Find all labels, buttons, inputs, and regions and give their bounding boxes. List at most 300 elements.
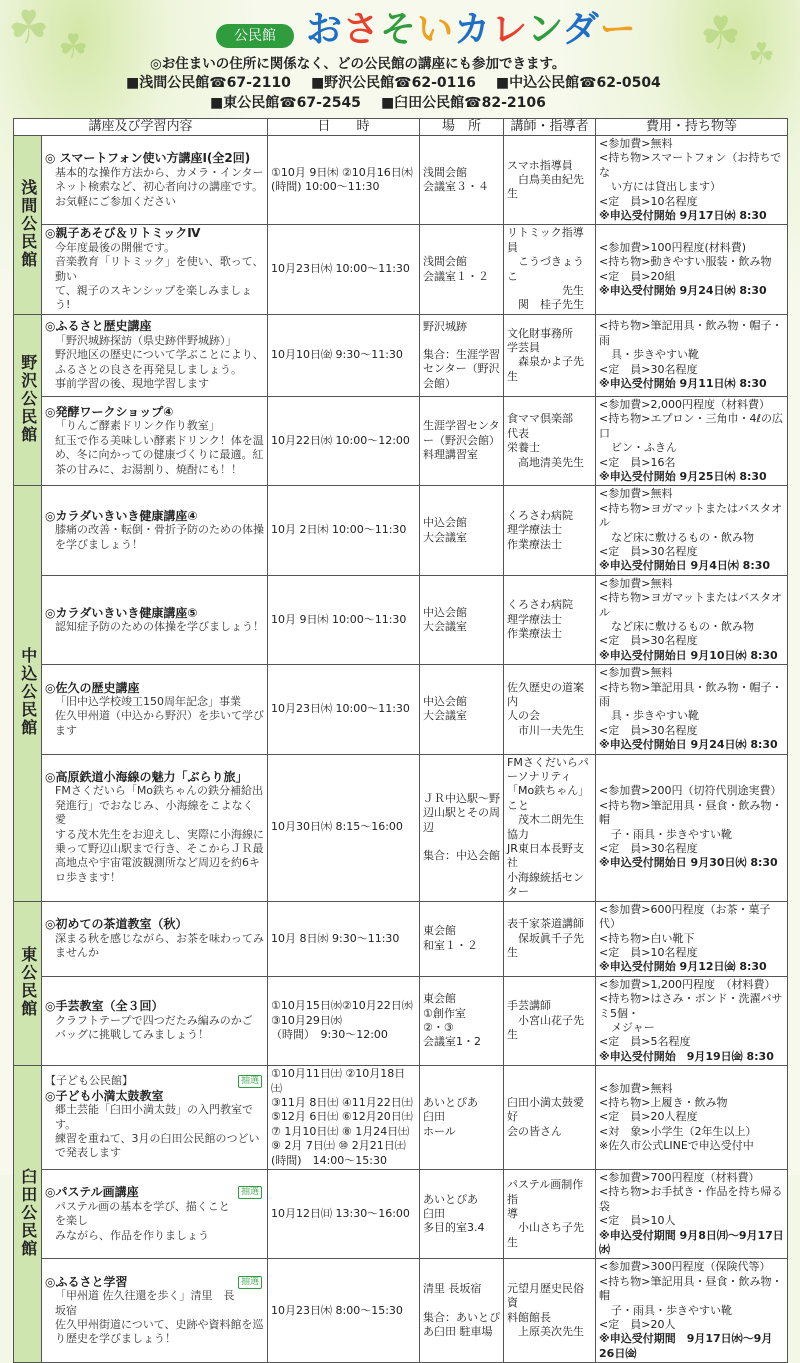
date-line: 10月12日㈰ 13:30～16:00 (271, 1207, 410, 1221)
fee-line: <持ち物>ヨガマットまたはバスタオル (599, 501, 783, 530)
fee-line: <定 員>20人 (599, 1318, 676, 1332)
course-description: クラフトテープで四つだたみ編みのかご (55, 1013, 253, 1027)
instructor-line: 臼田小満太鼓愛好 (507, 1095, 585, 1124)
table-row (14, 665, 788, 754)
place-cell (420, 901, 504, 976)
course-table-body (14, 136, 788, 1363)
fee-line: <持ち物>動きやすい服装・飲み物 (599, 255, 772, 269)
fee-line: <持ち物>白い靴下 (599, 931, 695, 945)
fee-line: <対 象>小学生（2年生以上） (599, 1124, 757, 1138)
course-description: 基本的な操作方法から、カメラ・インター (55, 165, 264, 179)
instructor-line: 協力 (507, 827, 530, 841)
course-title: ◎ スマートフォン使い方講座Ⅰ(全2回) (45, 151, 251, 166)
fee-line: <定 員>10名程度 (599, 194, 698, 208)
course-description: ネット検索など、初心者向けの講座です。 (55, 180, 264, 194)
course-title: ◎発酵ワークショップ④ (45, 405, 174, 420)
course-description: 「りんご酵素ドリンク作り教室」 (55, 419, 220, 433)
place-line: 辺山駅とその周 (423, 806, 501, 820)
application-deadline: ※申込受付開始日 9月30日㈫ 8:30 (599, 856, 778, 870)
instructor-line: スマホ指導員 (507, 158, 573, 172)
course-description: 茶の甘みに、お湯割り、焼酎にも！！ (55, 462, 242, 476)
fee-cell (596, 396, 788, 485)
course-description: 事前学習の後、現地学習します (55, 376, 209, 390)
place-line: 会議室３・４ (423, 180, 490, 194)
place-cell (420, 1170, 504, 1259)
place-line: 野沢城跡 (423, 319, 468, 333)
contacts-line-2 (210, 92, 566, 112)
course-description: ます (55, 723, 77, 737)
place-line: ①創作室 (423, 1006, 466, 1020)
course-description: お気軽にご参加ください (55, 194, 176, 208)
contact-number: ■野沢公民館☎62-0116 (310, 75, 476, 91)
place-line: 多目的室3.4 (423, 1221, 485, 1235)
application-deadline: ※申込受付開始日 9月10日㈬ 8:30 (599, 648, 778, 662)
table-row (14, 136, 788, 225)
course-title: ◎カラダいきいき健康講座⑤ (45, 605, 198, 620)
contact-number: ■浅間公民館☎67-2110 (126, 75, 291, 91)
place-line: 臼田 (423, 1110, 446, 1124)
instructor-cell (504, 314, 596, 396)
title-char: レ (491, 9, 528, 50)
table-row (14, 1066, 788, 1170)
section-name: 東公民館 (18, 946, 38, 1019)
fee-line: メジャー (611, 1020, 655, 1034)
date-cell (268, 754, 420, 901)
place-line: 集合：あいとぴ (423, 1310, 501, 1324)
place-line: 東会館 (423, 924, 457, 938)
course-description: 発進行」でおなじみ、小海線をこよなく愛 (55, 798, 254, 827)
instructor-line: 栄養士 (507, 441, 541, 455)
header-instructor: 講師・指導者 (504, 119, 596, 136)
fee-line: <参加費>無料 (599, 1081, 673, 1095)
place-line: 大会議室 (423, 709, 468, 723)
course-description: 乗って野辺山駅まで行き、そこからＪＲ最 (55, 842, 264, 856)
place-line: 集合：中込会館 (423, 849, 501, 863)
fee-line: <定 員>30名程度 (599, 544, 698, 558)
fee-cell (596, 1170, 788, 1259)
kominkan-badge: 公民館 (216, 24, 294, 48)
fee-line: <定 員>16名 (599, 455, 676, 469)
course-description: り歴史を学びましょう！ (55, 1332, 176, 1346)
title-char: ー (599, 9, 637, 50)
header-fee: 費用・持ち物等 (596, 119, 788, 136)
table-row (14, 225, 788, 314)
section-name: 浅間公民館 (18, 178, 38, 269)
fee-line: <持ち物>はさみ・ボンド・洗濯バサミ5個・ (599, 992, 783, 1020)
course-description: 膝痛の改善・転倒・骨折予防のための体操 (55, 523, 264, 537)
table-row (14, 976, 788, 1065)
place-cell (420, 396, 504, 485)
instructor-line: 佐久歴史の道案内 (507, 680, 585, 708)
instructor-cell (504, 665, 596, 754)
course-description: 練習を重ねて、3月の臼田公民館のつどい (55, 1131, 260, 1145)
fee-line: ※佐久市公式LINEで申込受付中 (599, 1139, 754, 1153)
fee-line: <持ち物>筆記用具・昼食・飲み物・帽 (599, 1274, 783, 1303)
date-line: ⑦ 1月10日㈯ ⑧ 1月24日㈯ (271, 1124, 410, 1138)
fee-line: <定 員>10人 (599, 1214, 676, 1228)
instructor-line: リトミック指導員 (507, 226, 584, 254)
place-line: 集合：生涯学習 (423, 347, 501, 361)
instructor-line: 関 桂子先生 (507, 298, 585, 312)
date-line: ①10月 9日㈭ ②10月16日㈭ (271, 165, 413, 179)
title-char: そ (380, 9, 418, 50)
table-row (14, 754, 788, 901)
place-line: 中込会館 (423, 516, 468, 530)
lottery-tag: 抽選 (238, 1075, 262, 1088)
title-char: ダ (562, 9, 600, 50)
place-cell (420, 754, 504, 901)
place-line: 辺 (423, 820, 435, 834)
fee-line: 具・歩きやすい靴 (611, 348, 700, 362)
fee-line: <参加費>2,000円程度（材料費） (599, 397, 770, 411)
date-cell (268, 976, 420, 1065)
fee-line: 子・雨具・歩きやすい靴 (611, 1303, 733, 1317)
fee-cell (596, 976, 788, 1065)
application-deadline: ※申込受付期間 9月17日㈬～9月26日㈮ (599, 1332, 773, 1360)
fee-cell (596, 665, 788, 754)
course-description: め、冬に向かっての健康づくりに最適。紅 (55, 448, 264, 462)
date-line: ⑤12月 6日㈯ ⑥12月20日㈯ (271, 1110, 413, 1124)
table-row (14, 314, 788, 396)
date-cell (268, 1066, 420, 1170)
contact-number: ■東公民館☎67-2545 (210, 95, 361, 111)
fee-line: <定 員>10名程度 (599, 945, 698, 959)
course-title: ◎親子あそび＆リトミックⅣ (45, 226, 201, 241)
instructor-line: 人の会 (507, 709, 541, 723)
fee-line: <定 員>20組 (599, 269, 676, 283)
course-description: ませんか (55, 945, 99, 959)
instructor-cell (504, 136, 596, 225)
place-line: 浅間会館 (423, 165, 468, 179)
date-cell (268, 901, 420, 976)
clover-decoration: ☘ (748, 37, 775, 72)
fee-line: 具・歩きやすい靴 (611, 709, 700, 723)
instructor-line: 理学療法士 (507, 612, 563, 626)
course-title: ◎カラダいきいき健康講座④ (45, 508, 198, 523)
course-description: バッグに挑戦してみましょう！ (55, 1028, 209, 1042)
place-line: 浅間会館 (423, 255, 468, 269)
place-line: 臼田 (423, 1207, 446, 1221)
instructor-cell (504, 1170, 596, 1259)
date-line: 10月 9日㈭ 10:00～11:30 (271, 612, 407, 626)
course-table (13, 118, 788, 1363)
fee-line: 子・雨具・歩きやすい靴 (611, 827, 733, 841)
application-deadline: ※申込受付開始 9月17日㈬ 8:30 (599, 209, 767, 223)
instructor-line: FMさくだいらパ (507, 755, 589, 769)
course-cell (42, 1170, 268, 1259)
fee-line: <参加費>無料 (599, 487, 673, 501)
instructor-line: 料館館長 (507, 1310, 552, 1324)
course-cell (42, 976, 268, 1065)
clover-decoration: ☘ (8, 0, 50, 54)
fee-line: <定 員>30名程度 (599, 723, 698, 737)
instructor-line: 文化財事務所 (507, 326, 574, 340)
course-description: 高地点や宇宙電波観測所など周辺を約6キ (55, 856, 260, 870)
section-label (14, 1066, 42, 1363)
date-line: 10月23日㈭ 10:00～11:30 (271, 702, 410, 716)
place-line (423, 334, 500, 348)
instructor-line: 上原美次先生 (507, 1325, 585, 1339)
fee-cell (596, 901, 788, 976)
table-row (14, 901, 788, 976)
instructor-line: 「Mo鉄ちゃん」こと (507, 784, 590, 812)
place-line: ー（野沢会館） (423, 433, 501, 447)
lottery-tag: 抽選 (238, 1276, 262, 1289)
fee-line: <持ち物>筆記用具・飲み物・帽子・雨 (599, 680, 783, 708)
course-description: 郷土芸能「臼田小満太鼓」の入門教室です。 (55, 1103, 253, 1131)
date-line: ③11月 8日㈯ ④11月22日㈯ (271, 1095, 413, 1109)
place-line: 大会議室 (423, 530, 468, 544)
course-description: 野沢地区の歴史について学ぶことにより、 (55, 348, 264, 362)
section-label (14, 486, 42, 901)
place-line: 大会議室 (423, 619, 468, 633)
table-header-row (14, 119, 788, 136)
course-description: FMさくだいら「Mo鉄ちゃんの鉄分補給出 (55, 784, 264, 798)
instructor-line: 導 (507, 1207, 519, 1221)
place-line: 和室１・２ (423, 938, 479, 952)
date-cell (268, 314, 420, 396)
header-note: ◎お住まいの住所に関係なく、どの公民館の講座にも参加できます。 (150, 56, 566, 72)
fee-cell (596, 754, 788, 901)
section-label (14, 314, 42, 485)
fee-cell (596, 225, 788, 314)
date-line: ①10月15日㈬②10月22日㈬ (271, 999, 413, 1013)
instructor-line: くろさわ病院 (507, 508, 574, 522)
course-title: ◎ふるさと歴史講座 (45, 319, 152, 334)
instructor-line: 作業療法士 (507, 627, 563, 641)
date-line: 10月 2日㈭ 10:00～11:30 (271, 523, 407, 537)
date-line: (時間) 14:00～15:30 (271, 1153, 387, 1167)
course-category: 【子ども公民館】 (45, 1074, 133, 1088)
clover-decoration: ☘ (58, 27, 89, 67)
title-char: い (417, 9, 455, 50)
contacts-line-1 (126, 72, 681, 92)
place-line: ホール (423, 1124, 456, 1138)
place-line: ＪＲ中込駅～野 (423, 791, 501, 805)
place-cell (420, 136, 504, 225)
date-cell (268, 1259, 420, 1363)
date-line: ⑨ 2月 7日㈯ ⑩ 2月21日㈯ (271, 1139, 406, 1153)
course-cell (42, 314, 268, 396)
application-deadline: ※申込受付開始 9月12日㈮ 8:30 (599, 960, 767, 974)
fee-cell (596, 486, 788, 575)
table-row (14, 1170, 788, 1259)
instructor-line: JR東日本長野支社 (507, 842, 584, 870)
fee-line: <参加費>無料 (599, 666, 673, 680)
instructor-line: 理学療法士 (507, 523, 563, 537)
title-char: ン (527, 9, 563, 50)
instructor-cell (504, 1259, 596, 1363)
page-title (306, 8, 637, 52)
fee-line: <定 員>20人程度 (599, 1110, 698, 1124)
instructor-line: 会の皆さん (507, 1124, 563, 1138)
fee-line: <持ち物>エプロン・三角巾・4ℓの広口 (599, 412, 783, 440)
title-char: さ (343, 9, 381, 50)
place-line: 中込会館 (423, 695, 468, 708)
date-line: (時間) 10:00～11:30 (271, 180, 380, 194)
date-line: 10月23日㈭ 10:00～11:30 (271, 262, 410, 276)
place-line: 生涯学習センタ (423, 419, 500, 433)
course-description: みながら、作品を作りましょう (55, 1228, 209, 1242)
date-line: ③10月29日㈬ (271, 1013, 342, 1027)
application-deadline: ※申込受付期間 9月8日㈪～9月17日㈬ (599, 1228, 784, 1257)
course-cell (42, 754, 268, 901)
course-description: 佐久甲州街道について、史跡や資料館を巡 (55, 1318, 264, 1332)
place-cell (420, 225, 504, 314)
date-cell (268, 136, 420, 225)
date-line: 10月 8日㈬ 9:30～11:30 (271, 931, 400, 945)
place-line (423, 1297, 500, 1311)
instructor-line: くろさわ病院 (507, 598, 574, 612)
place-cell (420, 665, 504, 754)
instructor-line: 先生 (507, 284, 585, 298)
instructor-line: 高地清美先生 (507, 455, 585, 469)
course-description: 「旧中込学校竣工150周年記念」事業 (55, 695, 241, 708)
place-line: 東会館 (423, 992, 457, 1006)
section-name: 臼田公民館 (18, 1168, 38, 1259)
date-line: 10月23日㈭ 8:00～15:30 (271, 1303, 403, 1317)
place-cell (420, 1259, 504, 1363)
course-title: ◎佐久の歴史講座 (45, 680, 140, 695)
fee-cell (596, 314, 788, 396)
course-title: ◎初めての茶道教室（秋） (45, 917, 188, 932)
instructor-cell (504, 976, 596, 1065)
contact-number: ■臼田公民館☎82-2106 (380, 95, 546, 111)
course-cell (42, 901, 268, 976)
fee-line: <持ち物>お手拭き・作品を持ち帰る袋 (599, 1185, 783, 1213)
place-line: 会議室１・２ (423, 269, 490, 283)
course-description: 今年度最後の開催です。 (55, 240, 176, 254)
section-label (14, 136, 42, 315)
date-line: 10月30日㈭ 8:15～16:00 (271, 820, 403, 834)
application-deadline: ※申込受付開始 9月24日㈬ 8:30 (599, 284, 767, 298)
place-line: 会館） (423, 376, 457, 390)
instructor-cell (504, 1066, 596, 1170)
fee-line: など床に敷けるもの・飲み物 (611, 619, 755, 633)
place-line: 会議室1・2 (423, 1035, 482, 1049)
course-description: て、親子のスキンシップを楽しみましょう! (55, 284, 253, 312)
instructor-line: 元望月歴史民俗資 (507, 1282, 585, 1310)
fee-line: <定 員>30名程度 (599, 362, 698, 376)
course-description: ふるさとの良さを再発見しましょう。 (55, 362, 242, 376)
application-deadline: ※申込受付開始日 9月4日㈭ 8:30 (599, 559, 771, 573)
course-description: パステル画の基本を学び、描くことを楽し (55, 1199, 230, 1228)
table-row (14, 486, 788, 575)
fee-line: <参加費>1,200円程度 （材料費） (599, 977, 776, 991)
instructor-line: 小山さち子先生 (507, 1221, 585, 1249)
course-title: ◎パステル画講座 (45, 1185, 139, 1200)
course-description: 「野沢城跡探訪（県史跡伴野城跡）」 (55, 333, 237, 347)
course-description: 佐久甲州道（中込から野沢）を歩いて学び (55, 709, 264, 723)
header (0, 0, 800, 116)
instructor-cell (504, 754, 596, 901)
instructor-line: 小海線統括センター (507, 870, 585, 899)
course-cell (42, 1066, 268, 1170)
course-description: で発表します (55, 1146, 121, 1160)
course-cell (42, 486, 268, 575)
instructor-line: 市川一夫先生 (507, 723, 585, 737)
fee-line: <参加費>100円程度(材料費) (599, 240, 747, 254)
fee-line: <持ち物>上履き・飲み物 (599, 1095, 728, 1109)
instructor-cell (504, 486, 596, 575)
instructor-line: 代表 (507, 426, 530, 440)
lottery-tag: 抽選 (238, 1186, 262, 1199)
course-description: ロ歩きます！ (55, 870, 121, 884)
place-line: 中込会館 (423, 605, 468, 619)
table-row (14, 1259, 788, 1363)
date-cell (268, 665, 420, 754)
instructor-line: 作業療法士 (507, 537, 563, 551)
fee-line: <持ち物>筆記用具・昼食・飲み物・帽 (599, 798, 783, 827)
place-line: あいとぴあ (423, 1192, 479, 1206)
application-deadline: ※申込受付開始 9月25日㈭ 8:30 (599, 469, 767, 483)
course-description: 認知症予防のための体操を学びましょう！ (55, 619, 264, 633)
course-cell (42, 575, 268, 664)
course-title: ◎子ども小満太鼓教室 (45, 1088, 164, 1103)
fee-line: <持ち物>ヨガマットまたはバスタオル (599, 591, 783, 619)
instructor-line: 白鳥美由紀先生 (507, 173, 585, 201)
header-date: 日 時 (268, 119, 420, 136)
instructor-line: 保坂眞千子先生 (507, 931, 585, 959)
instructor-line: 学芸員 (507, 340, 541, 354)
fee-cell (596, 1066, 788, 1170)
clover-decoration: ☘ (700, 6, 742, 60)
date-line: 10月22日㈬ 10:00～12:00 (271, 433, 410, 447)
course-description: 紅玉で作る美味しい酵素ドリンク！体を温 (55, 433, 264, 447)
instructor-line: 森泉かよ子先生 (507, 355, 585, 383)
date-line: （時間） 9:30～12:00 (271, 1028, 388, 1042)
fee-line: <持ち物>スマートフォン（お持ちでな (599, 151, 782, 179)
instructor-line: 食ママ倶楽部 (507, 412, 574, 426)
instructor-cell (504, 575, 596, 664)
fee-line: <参加費>無料 (599, 576, 673, 590)
place-line: ②・③ (423, 1020, 454, 1034)
instructor-line: 茂木二朗先生 (507, 813, 585, 827)
instructor-line: 表千家茶道講師 (507, 917, 585, 931)
instructor-cell (504, 901, 596, 976)
place-cell (420, 1066, 504, 1170)
date-line: 10月10日㈮ 9:30～11:30 (271, 348, 403, 362)
fee-cell (596, 1259, 788, 1363)
instructor-line: パステル画制作指 (507, 1178, 584, 1206)
application-deadline: ※申込受付開始 9月19日㈮ 8:30 (599, 1049, 774, 1063)
section-name: 中込公民館 (18, 647, 38, 738)
course-description: を学びましょう！ (55, 537, 143, 551)
course-title: ◎手芸教室（全３回） (45, 999, 164, 1014)
fee-cell (596, 575, 788, 664)
date-cell (268, 1170, 420, 1259)
fee-line: <参加費>700円程度（材料費） (599, 1171, 760, 1184)
table-row (14, 575, 788, 664)
course-description: 深まる秋を感じながら、お茶を味わってみ (55, 931, 264, 945)
fee-line: <参加費>300円程度（保険代等） (599, 1260, 771, 1274)
table-row (14, 396, 788, 485)
fee-line: <参加費>200円（切符代別途実費） (599, 784, 782, 798)
instructor-cell (504, 396, 596, 485)
course-cell (42, 665, 268, 754)
title-char: お (306, 9, 344, 50)
date-cell (268, 396, 420, 485)
place-line: 清里 長坂宿 (423, 1282, 482, 1296)
course-cell (42, 396, 268, 485)
course-cell (42, 225, 268, 314)
fee-line: <参加費>無料 (599, 137, 673, 150)
fee-line: など床に敷けるもの・飲み物 (611, 530, 755, 544)
place-cell (420, 314, 504, 396)
course-description: する茂木先生をお迎えし、実際に小海線に (55, 827, 264, 841)
fee-line: <持ち物>筆記用具・飲み物・帽子・雨 (599, 319, 783, 347)
instructor-line: 手芸講師 (507, 999, 552, 1013)
